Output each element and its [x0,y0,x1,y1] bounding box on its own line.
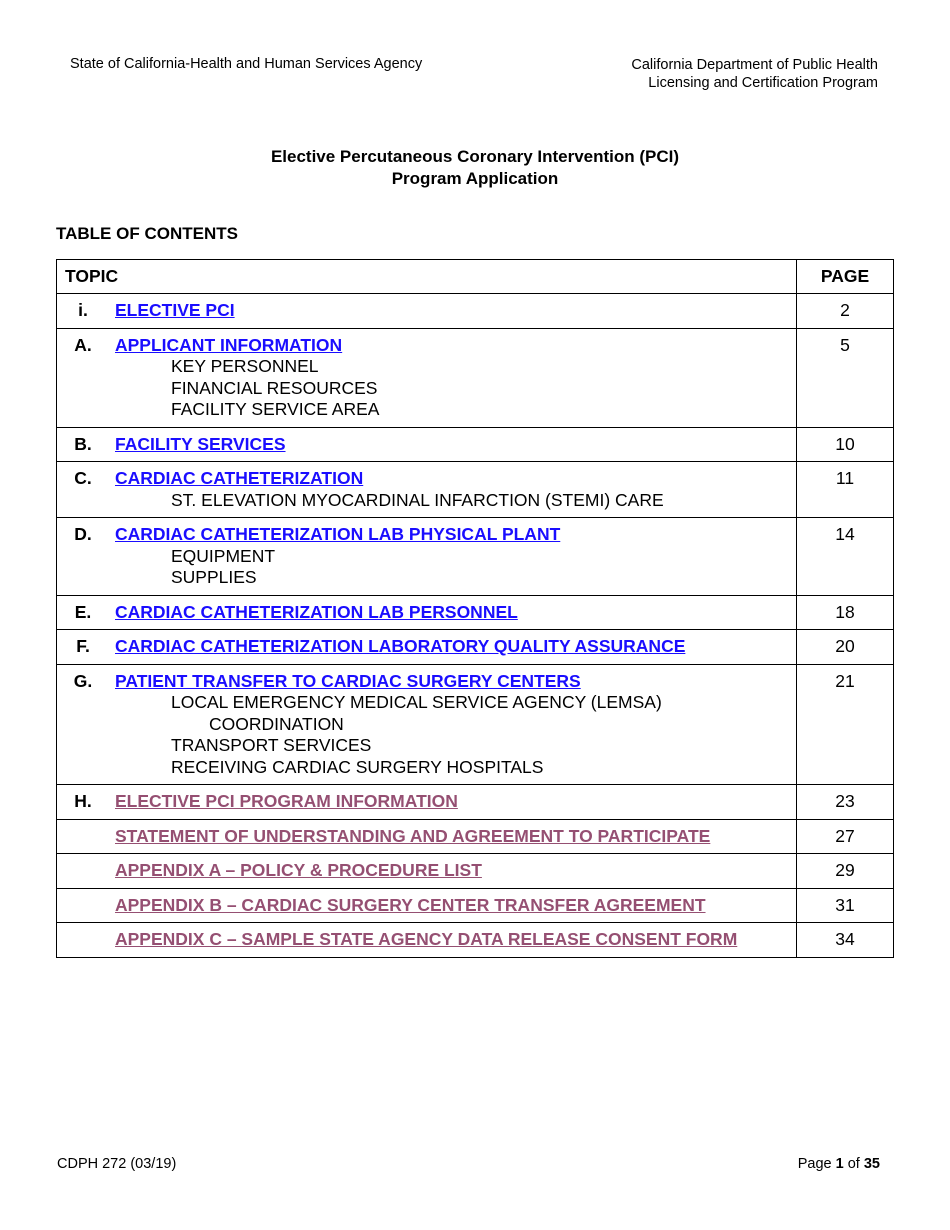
toc-row [57,664,894,785]
header-department-line2: Licensing and Certification Program [648,75,878,91]
toc-link-elective-pci-program-information[interactable]: ELECTIVE PCI PROGRAM INFORMATION [115,791,458,811]
toc-row-letter: D. [57,518,108,596]
toc-row-page: 20 [797,630,894,665]
toc-link-cath-lab-physical-plant[interactable]: CARDIAC CATHETERIZATION LAB PHYSICAL PLANT [115,524,561,544]
toc-row-letter [57,888,108,923]
toc-row-page: 14 [797,518,894,596]
toc-row-page: 34 [797,923,894,958]
toc-subitem: LOCAL EMERGENCY MEDICAL SERVICE AGENCY (LEMSA) [171,692,662,712]
toc-row [57,328,894,427]
toc-row-letter: C. [57,462,108,518]
toc-row-page: 31 [797,888,894,923]
toc-subitem: RECEIVING CARDIAC SURGERY HOSPITALS [171,756,544,777]
header-department-line1: California Department of Public Health [631,57,878,73]
toc-subitem: EQUIPMENT [171,545,276,566]
toc-row-page: 29 [797,854,894,889]
toc-link-appendix-c[interactable]: APPENDIX C – SAMPLE STATE AGENCY DATA RELEASE CONSENT FORM [115,929,738,949]
toc-subitem: KEY PERSONNEL [171,356,319,376]
toc-row [57,630,894,665]
toc-row [57,819,894,854]
toc-row-letter: F. [57,630,108,665]
toc-row [57,888,894,923]
toc-row [57,854,894,889]
toc-link-statement-of-understanding[interactable]: STATEMENT OF UNDERSTANDING AND AGREEMENT TO PARTICIPATE [115,825,711,846]
toc-table [56,259,894,958]
toc-link-applicant-information[interactable]: APPLICANT INFORMATION [115,334,343,355]
document-title-line1: Elective Percutaneous Coronary Intervention (PCI) [270,147,680,166]
toc-row-page: 21 [797,664,894,785]
toc-subitem: COORDINATION [209,713,344,734]
toc-link-appendix-b[interactable]: APPENDIX B – CARDIAC SURGERY CENTER TRANSFER AGREEMENT [115,894,706,915]
toc-link-cardiac-catheterization[interactable]: CARDIAC CATHETERIZATION [115,468,364,488]
toc-row [57,595,894,630]
toc-row-letter: A. [57,328,108,427]
document-title-line2: Program Application [391,169,559,188]
footer-page-current: 1 [835,1156,844,1172]
toc-subitem: FINANCIAL RESOURCES [171,377,378,398]
toc-link-patient-transfer[interactable]: PATIENT TRANSFER TO CARDIAC SURGERY CENTERS [115,670,581,691]
toc-heading: TABLE OF CONTENTS [56,224,238,243]
toc-link-facility-services[interactable]: FACILITY SERVICES [115,433,286,454]
toc-subitem: TRANSPORT SERVICES [171,735,372,755]
header-agency: State of California-Health and Human Services Agency [70,56,423,72]
toc-row-page: 5 [797,328,894,427]
toc-row-letter [57,819,108,854]
toc-row-page: 10 [797,427,894,462]
footer-form-id: CDPH 272 (03/19) [57,1156,177,1172]
toc-row-letter [57,854,108,889]
toc-col-topic: TOPIC [57,260,797,294]
toc-subitem: FACILITY SERVICE AREA [171,399,380,419]
toc-subitem: SUPPLIES [171,567,257,587]
toc-row [57,462,894,518]
toc-row-page: 11 [797,462,894,518]
toc-row [57,518,894,596]
toc-link-cath-lab-quality-assurance[interactable]: CARDIAC CATHETERIZATION LABORATORY QUALITY ASSURANCE [115,636,686,656]
toc-subitem: ST. ELEVATION MYOCARDINAL INFARCTION (STEMI) CARE [171,489,664,510]
toc-row-letter: H. [57,785,108,820]
toc-row-letter: B. [57,427,108,462]
header-department [631,56,878,92]
footer-page-total: 35 [863,1156,880,1172]
toc-row-page: 18 [797,595,894,630]
toc-row-letter: i. [57,294,108,329]
toc-row-page: 27 [797,819,894,854]
toc-row [57,294,894,329]
toc-row-letter [57,923,108,958]
toc-link-elective-pci[interactable]: ELECTIVE PCI [115,300,235,320]
toc-row [57,427,894,462]
footer-page-number [798,1156,880,1172]
document-title [0,146,950,190]
toc-row-page: 23 [797,785,894,820]
toc-row [57,785,894,820]
toc-link-appendix-a[interactable]: APPENDIX A – POLICY & PROCEDURE LIST [115,860,482,880]
toc-row-page: 2 [797,294,894,329]
toc-row-letter: G. [57,664,108,785]
toc-row-letter: E. [57,595,108,630]
footer-of-label: of [847,1156,860,1172]
footer-page-label: Page [797,1156,832,1172]
toc-row [57,923,894,958]
toc-header-row [57,260,894,294]
toc-link-cath-lab-personnel[interactable]: CARDIAC CATHETERIZATION LAB PERSONNEL [115,601,518,622]
toc-col-page: PAGE [797,260,894,294]
